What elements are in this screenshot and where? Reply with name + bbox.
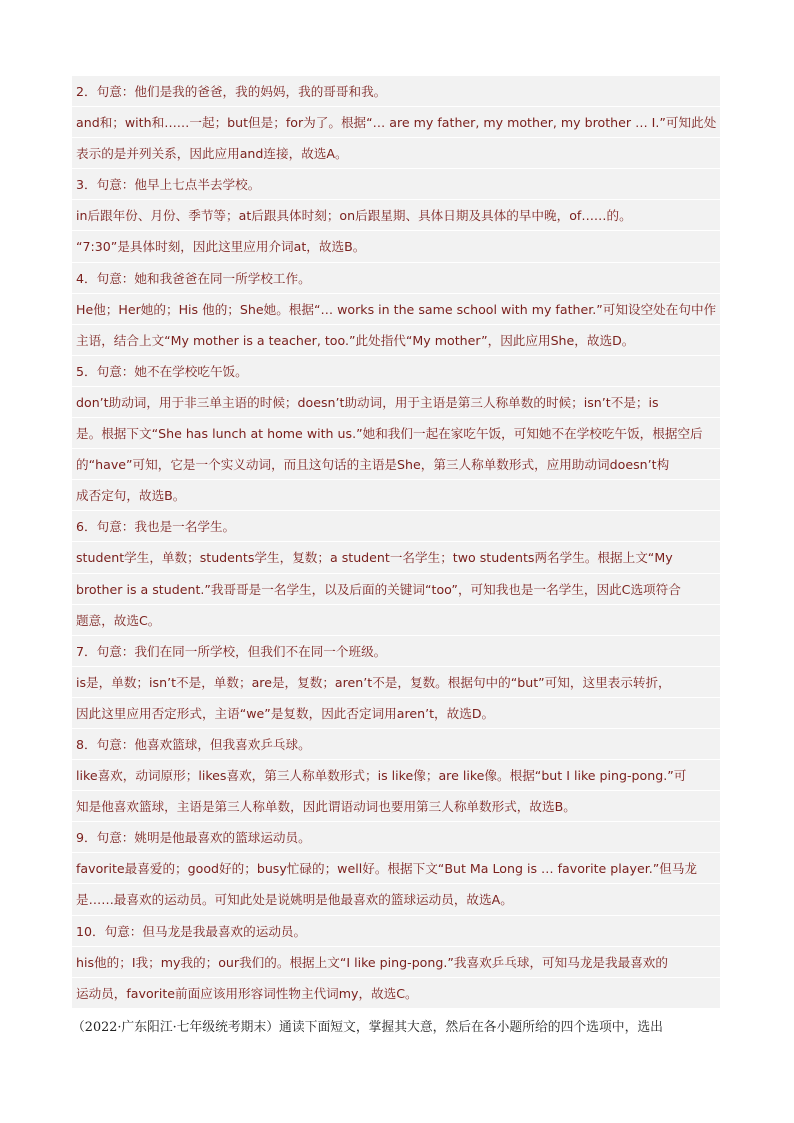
explanation-line: 3．句意：他早上七点半去学校。 (72, 169, 720, 200)
explanation-line: 9．句意：姚明是他最喜欢的篮球运动员。 (72, 822, 720, 853)
explanation-line: 10．句意：但马龙是我最喜欢的运动员。 (72, 916, 720, 947)
explanation-line: 6．句意：我也是一名学生。 (72, 511, 720, 542)
explanation-line: is是，单数；isn’t不是，单数；are是，复数；aren’t不是，复数。根据句中的“but”可知，这里表示转折， (72, 667, 720, 698)
explanation-line: 7．句意：我们在同一所学校，但我们不在同一个班级。 (72, 636, 720, 667)
explanation-line: 知是他喜欢篮球，主语是第三人称单数，因此谓语动词也要用第三人称单数形式，故选B。 (72, 791, 720, 822)
explanation-line: brother is a student.”我哥哥是一名学生，以及后面的关键词“too”，可知我也是一名学生，因此C选项符合 (72, 574, 720, 605)
explanation-line: “7:30”是具体时刻，因此这里应用介词at，故选B。 (72, 231, 720, 262)
explanation-line: his他的；I我；my我的；our我们的。根据上文“I like ping-pong.”我喜欢乒乓球，可知马龙是我最喜欢的 (72, 947, 720, 978)
explanation-line: 表示的是并列关系，因此应用and连接，故选A。 (72, 138, 720, 169)
explanation-line: 5．句意：她不在学校吃午饭。 (72, 356, 720, 387)
explanation-line: 4．句意：她和我爸爸在同一所学校工作。 (72, 263, 720, 294)
explanation-line: 是……最喜欢的运动员。可知此处是说姚明是他最喜欢的篮球运动员，故选A。 (72, 884, 720, 915)
explanation-line: 2．句意：他们是我的爸爸，我的妈妈，我的哥哥和我。 (72, 76, 720, 107)
explanation-line: 主语，结合上文“My mother is a teacher, too.”此处指代“My mother”，因此应用She，故选D。 (72, 325, 720, 356)
explanation-line: in后跟年份、月份、季节等；at后跟具体时刻；on后跟星期、具体日期及具体的早中晚，of……的。 (72, 200, 720, 231)
explanation-line: 运动员，favorite前面应该用形容词性物主代词my，故选C。 (72, 978, 720, 1009)
explanation-line: and和；with和……一起；but但是；for为了。根据“… are my father, my mother, my brother … I.”可知此处 (72, 107, 720, 138)
explanation-line: 成否定句，故选B。 (72, 480, 720, 511)
explanation-line: 因此这里应用否定形式，主语“we”是复数，因此否定词用aren’t，故选D。 (72, 698, 720, 729)
explanation-line: 是。根据下文“She has lunch at home with us.”她和我们一起在家吃午饭，可知她不在学校吃午饭，根据空后 (72, 418, 720, 449)
explanation-line: He他；Her她的；His 他的；She她。根据“… works in the same school with my father.”可知设空处在句中作 (72, 294, 720, 325)
explanation-line: student学生，单数；students学生，复数；a student一名学生；two students两名学生。根据上文“My (72, 542, 720, 573)
explanation-line: favorite最喜爱的；good好的；busy忙碌的；well好。根据下文“But Ma Long is … favorite player.”但马龙 (72, 853, 720, 884)
explanation-line: like喜欢，动词原形；likes喜欢，第三人称单数形式；is like像；are like像。根据“but I like ping-pong.”可 (72, 760, 720, 791)
explanation-line: 8．句意：他喜欢篮球，但我喜欢乒乓球。 (72, 729, 720, 760)
answer-explanations (72, 76, 720, 1009)
explanation-line: 的“have”可知，它是一个实义动词，而且这句话的主语是She，第三人称单数形式，应用助动词doesn’t构 (72, 449, 720, 480)
explanation-line: 题意，故选C。 (72, 605, 720, 636)
next-question-intro: （2022·广东阳江·七年级统考期末）通读下面短文，掌握其大意，然后在各小题所给的四个选项中，选出 (72, 1020, 663, 1035)
explanation-line: don’t助动词，用于非三单主语的时候；doesn’t助动词，用于主语是第三人称单数的时候；isn’t不是；is (72, 387, 720, 418)
